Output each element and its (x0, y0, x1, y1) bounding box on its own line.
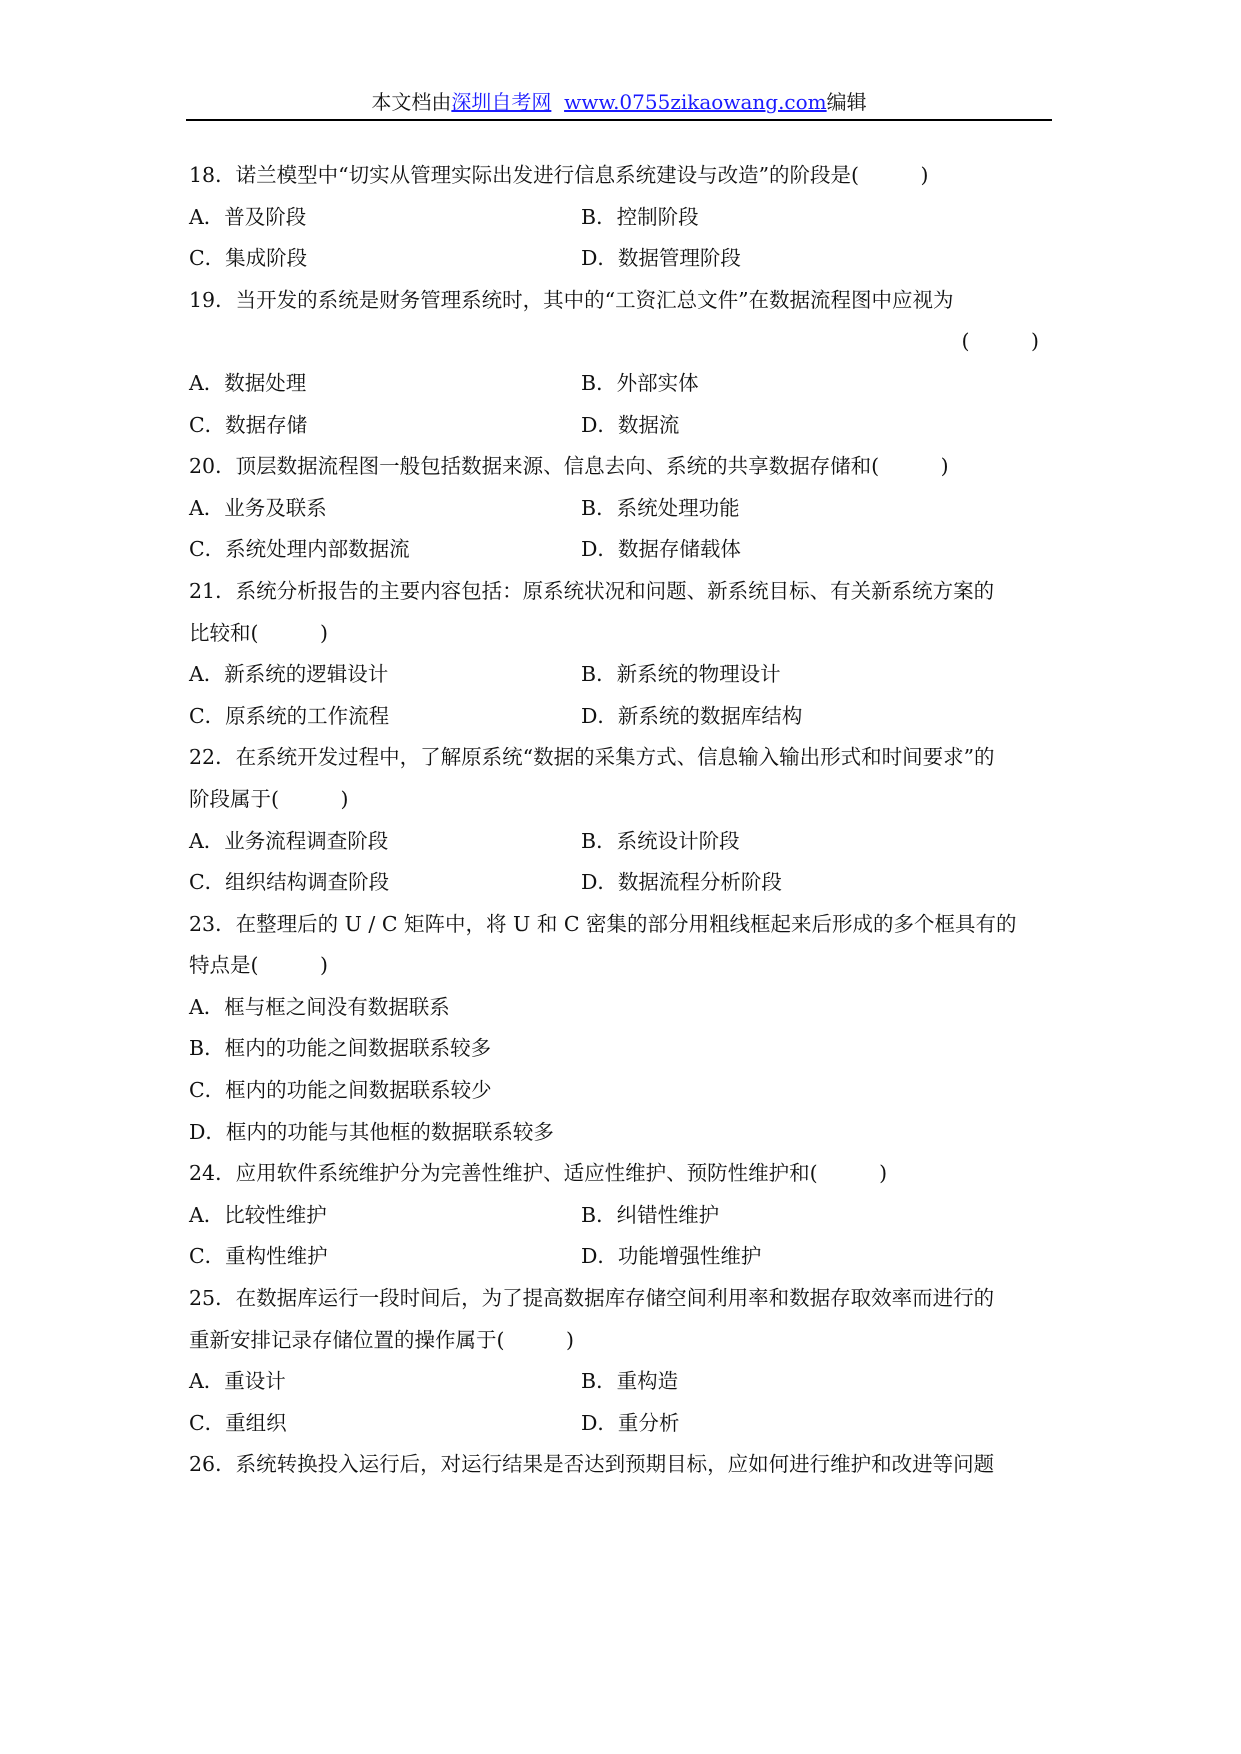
question-list (189, 155, 1049, 1486)
option-c: C．重组织 (189, 1410, 287, 1435)
question-text: 应用软件系统维护分为完善性维护、适应性维护、预防性维护和( ) (235, 1161, 888, 1186)
question-number: 21． (189, 578, 236, 603)
option-d: D．功能增强性维护 (581, 1244, 762, 1269)
option-d: D．重分析 (581, 1410, 680, 1435)
question-stem (189, 1153, 1049, 1195)
option-d: D．新系统的数据库结构 (581, 703, 803, 728)
option-row (189, 862, 1049, 904)
option-d: D．框内的功能与其他框的数据联系较多 (189, 1119, 554, 1144)
question-text: 当开发的系统是财务管理系统时，其中的“工资汇总文件”在数据流程图中应视为 (235, 287, 954, 312)
header-prefix: 本文档由 (371, 90, 452, 114)
question-stem (189, 571, 1049, 613)
option-c: C．重构性维护 (189, 1244, 328, 1269)
option-b: B．重构造 (581, 1369, 679, 1394)
option-row (189, 529, 1049, 571)
answer-blank: ( ) (961, 329, 1039, 354)
question-number: 18． (189, 163, 236, 187)
option-c: C．原系统的工作流程 (189, 703, 390, 728)
option-row (189, 405, 1049, 447)
question-text: 系统分析报告的主要内容包括：原系统状况和问题、新系统目标、有关新系统方案的 (235, 578, 995, 603)
option-c: C．组织结构调查阶段 (189, 870, 390, 895)
question-stem (189, 280, 1049, 322)
question-number: 19． (189, 287, 236, 312)
option-b: B．系统设计阶段 (581, 828, 740, 853)
question-number: 23． (189, 911, 236, 936)
option-row (189, 363, 1049, 405)
question-stem-continued: 特点是( ) (189, 953, 328, 978)
question-stem-continued: 重新安排记录存储位置的操作属于( ) (189, 1327, 574, 1352)
option-a: A．数据处理 (189, 370, 307, 395)
question-stem (189, 904, 1049, 946)
option-a: A．业务流程调查阶段 (189, 828, 389, 853)
option-row (189, 821, 1049, 863)
question-text: 诺兰模型中“切实从管理实际出发进行信息系统建设与改造”的阶段是( ) (235, 163, 929, 187)
option-a: A．普及阶段 (189, 204, 307, 229)
question-number: 22． (189, 745, 236, 770)
header-divider (186, 119, 1052, 121)
option-b: B．外部实体 (581, 370, 699, 395)
header-suffix: 编辑 (826, 90, 867, 114)
question-stem-continued: 比较和( ) (189, 620, 328, 645)
option-d: D．数据管理阶段 (581, 246, 741, 271)
option-a: A．重设计 (189, 1369, 286, 1394)
question-number: 26． (189, 1452, 236, 1477)
question-number: 25． (189, 1286, 236, 1311)
option-b: B．纠错性维护 (581, 1202, 720, 1227)
site-name-link[interactable]: 深圳自考网 (451, 90, 552, 114)
option-a: A．新系统的逻辑设计 (189, 662, 389, 687)
option-c: C．系统处理内部数据流 (189, 537, 410, 562)
option-d: D．数据存储载体 (581, 537, 741, 562)
question-text: 在数据库运行一段时间后，为了提高数据库存储空间利用率和数据存取效率而进行的 (235, 1286, 995, 1311)
question-text: 系统转换投入运行后，对运行结果是否达到预期目标，应如何进行维护和改进等问题 (235, 1452, 995, 1477)
question-stem (189, 737, 1049, 779)
option-row (189, 654, 1049, 696)
option-b: B．系统处理功能 (581, 495, 740, 520)
option-row (189, 1403, 1049, 1445)
option-a: A．比较性维护 (189, 1202, 327, 1227)
option-d: D．数据流 (581, 412, 680, 437)
option-c: C．数据存储 (189, 412, 308, 437)
option-a: A．框与框之间没有数据联系 (189, 994, 450, 1019)
option-row (189, 238, 1049, 280)
option-b: B．控制阶段 (581, 204, 699, 229)
question-stem (189, 155, 1049, 197)
page-header (186, 88, 1052, 118)
question-text: 在整理后的 U / C 矩阵中，将 U 和 C 密集的部分用粗线框起来后形成的多个框具有的 (235, 911, 1017, 936)
option-row (189, 197, 1049, 239)
option-row (189, 488, 1049, 530)
option-row (189, 1236, 1049, 1278)
question-stem (189, 1278, 1049, 1320)
option-b: B．框内的功能之间数据联系较多 (189, 1036, 492, 1061)
site-url-link[interactable]: www.0755zikaowang.com (564, 90, 827, 114)
option-row (189, 1195, 1049, 1237)
option-row (189, 696, 1049, 738)
question-number: 20． (189, 454, 236, 479)
option-b: B．新系统的物理设计 (581, 662, 781, 687)
option-a: A．业务及联系 (189, 495, 327, 520)
question-text: 在系统开发过程中，了解原系统“数据的采集方式、信息输入输出形式和时间要求”的 (235, 745, 995, 770)
question-stem (189, 446, 1049, 488)
option-d: D．数据流程分析阶段 (581, 870, 782, 895)
option-c: C．集成阶段 (189, 246, 308, 271)
option-row (189, 1361, 1049, 1403)
question-number: 24． (189, 1161, 236, 1186)
question-stem-continued: 阶段属于( ) (189, 786, 349, 811)
question-stem (189, 1444, 1049, 1486)
option-c: C．框内的功能之间数据联系较少 (189, 1078, 492, 1103)
question-text: 顶层数据流程图一般包括数据来源、信息去向、系统的共享数据存储和( ) (235, 454, 949, 479)
